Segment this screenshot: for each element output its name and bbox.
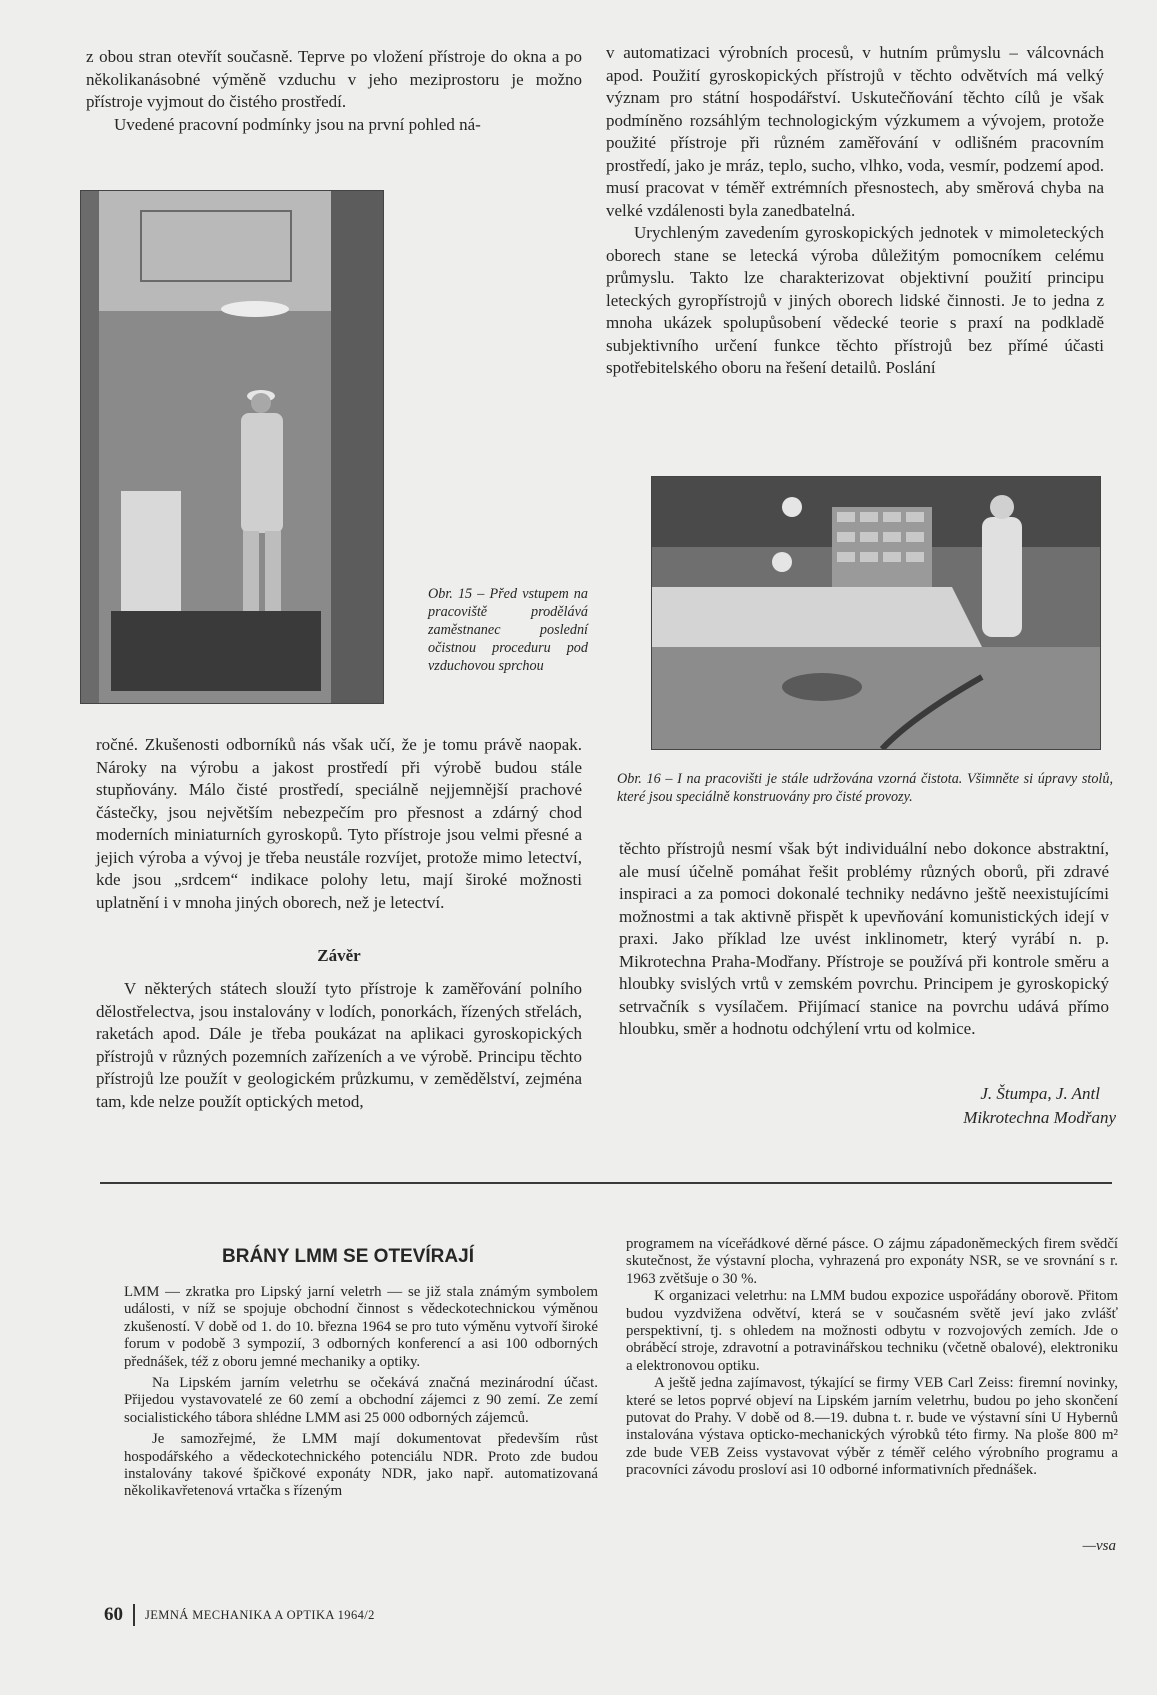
paragraph: programem na víceřádkové děrné pásce. O zájmu západoněmeckých firem svědčí skutečnost, že výstavní plocha, vyhrazená pro exponáty NSR, se ve srovnání s r. 1963 zvětšuje o 30 %. bbox=[626, 1236, 1118, 1287]
paragraph: V některých státech slouží tyto přístroje k zaměřování polního dělostřelectva, jsou instalovány v lodích, ponorkách, řízených střelách, raketách apod. Dále je třeba poukázat na aplikaci gyroskopických přístrojů v různých pozemních zařízeních a ve výrobě. Principu těchto přístrojů lze použít v geologickém průzkumu, v zemědělství, zejména tam, kde nelze použít optických metod, bbox=[96, 979, 582, 1111]
paragraph: v automatizaci výrobních procesů, v hutním průmyslu – válcovnách apod. Použití gyroskopických přístrojů v těchto odvětvích má velký význam pro státní hospodářství. Uskutečňování těchto cílů je však podmíněno rozsáhlým technologickým výzkumem a vývojem, protože použité přístroje při různém zaměřování v odlišném pracovním prostředí, jako je mráz, teplo, sucho, vlhko, voda, vesmír, podzemí apod. musí pracovat v téměř extrémních přesnostech, aby směrová chyba na velké vzdálenosti byla zanedbatelná. bbox=[606, 43, 1104, 220]
section-divider bbox=[100, 1182, 1112, 1184]
news-right-column bbox=[626, 1236, 1118, 1480]
paragraph: Uvedené pracovní podmínky jsou na první pohled ná- bbox=[114, 114, 481, 134]
air-shower-photo-icon bbox=[81, 191, 383, 703]
journal-name: JEMNÁ MECHANIKA A OPTIKA 1964/2 bbox=[145, 1607, 375, 1622]
signature-authors: J. Štumpa, J. Antl bbox=[980, 1084, 1100, 1103]
news-signature: —vsa bbox=[1082, 1538, 1116, 1554]
paragraph: A ještě jedna zajímavost, týkající se firmy VEB Carl Zeiss: firemní novinky, které se letos poprvé objeví na Lipském jarním veletrhu, budou po jeho skončení putovat do Prahy. V době od 8.—19. dubna t. r. bude ve výstavní síni U Hybernů instalována výstava opticko-mechanických výrobků této firmy. Na ploše 800 m² zde bude VEB Zeiss vystavovat výběr z téměř celého výrobního programu a pracovníci závodu prosloví asi 10 odborné informativních přednášek. bbox=[626, 1375, 1118, 1479]
paragraph: Je samozřejmé, že LMM mají dokumentovat především růst hospodářského a vědeckotechnického potenciálu NDR. Proto zde budou instalovány takové špičkové exponáty NDR, jako např. automatizovaná několikavřetenová vrtačka s řízeným bbox=[124, 1431, 598, 1500]
article-left-top bbox=[86, 46, 582, 136]
footer-separator bbox=[133, 1604, 135, 1626]
figure-15-photo bbox=[80, 190, 384, 704]
page-footer bbox=[104, 1602, 375, 1628]
paragraph: LMM — zkratka pro Lipský jarní veletrh — se již stala známým symbolem události, v níž se spojuje obchodní činnost s vědeckotechnickou výměnou zkušeností. V době od 1. do 10. března 1964 se pro tuto výměnu vytvoří široké forum v podobě 3 sympozií, 3 odborných konferencí a asi 100 odborných přednášek, též z oboru jemné mechaniky a optiky. bbox=[124, 1284, 598, 1370]
clean-workplace-photo-icon bbox=[652, 477, 1100, 749]
paragraph: těchto přístrojů nesmí však být individuální nebo dokonce abstraktní, ale musí účelně pomáhat řešit problémy různých oborů, při zdravé inspiraci a za pomoci dokonalé techniky nedávno ještě neexistujícími možnostmi a tak aktivně přispět k upevňování komunistických idejí v praxi. Jako příklad lze uvést inklinometr, který vyrábí n. p. Mikrotechna Praha-Modřany. Přístroje se používá při kontrole směru a hloubky svislých vrtů v zemském povrchu. Principem je gyroskopický setrvačník s vysílačem. Přijímací stanice na povrchu udává přímo hloubku, směr a hodnotu odchýlení vrtu od kolmice. bbox=[619, 839, 1109, 1038]
paragraph: K organizaci veletrhu: na LMM budou expozice uspořádány oborově. Přitom budou vyzdvižena odvětví, která se v současném světě jeví jako zvlášť perspektivní, tj. s ohledem na možnosti odbytu v rozvojových zemích. Jde o obráběcí stroje, zdravotní a potravinářskou techniku (včetně obalové), elektroniku a elektronovou optiku. bbox=[626, 1288, 1118, 1374]
article-left-mid bbox=[96, 734, 582, 914]
page-number: 60 bbox=[104, 1604, 123, 1625]
paragraph: ročné. Zkušenosti odborníků nás však učí, že je tomu právě naopak. Nároky na výrobu a jakost prostředí při výrobě budou stále stupňovány. Málo čisté prostředí, speciálně nejjemnější prachové částečky, jsou největším nebezpečím pro přesnost a zdárný chod moderních miniaturních gyroskopů. Tyto přístroje jsou velmi přesné a jejich výroba a vývoj je třeba neustále rozvíjet, protože mimo letectví, kde jsou „srdcem“ indikace polohy letu, mají široké možnosti uplatnění i v mnoha jiných oborech, než je letectví. bbox=[96, 735, 582, 912]
paragraph: z obou stran otevřít současně. Teprve po vložení přístroje do okna a po několikanásobné výměně vzduchu v jeho meziprostoru je možno přístroje vyjmout do čistého prostředí. bbox=[86, 47, 582, 111]
conclusion-heading: Závěr bbox=[317, 946, 361, 965]
figure-15-caption: Obr. 15 – Před vstupem na pracoviště prodělává zaměstnanec poslední očistnou proceduru pod vzduchovou sprchou bbox=[428, 586, 588, 674]
article-left-conclusion bbox=[96, 978, 582, 1113]
figure-16-caption: Obr. 16 – I na pracovišti je stále udržována vzorná čistota. Všimněte si úpravy stolů, které jsou speciálně konstruovány pro čisté provozy. bbox=[617, 771, 1113, 805]
figure-16-photo bbox=[651, 476, 1101, 750]
paragraph: Na Lipském jarním veletrhu se očekává značná mezinárodní účast. Přijedou vystavovatelé ze 60 zemí a obchodní zájemci z 90 zemí. Ze zemí socialistického tábora shlédne LMM asi 25 000 odborných zájemců. bbox=[124, 1375, 598, 1426]
signature-organization: Mikrotechna Modřany bbox=[963, 1108, 1116, 1127]
news-title: BRÁNY LMM SE OTEVÍRAJÍ bbox=[222, 1246, 474, 1267]
news-left-column bbox=[124, 1284, 598, 1501]
article-right-top bbox=[606, 42, 1104, 380]
paragraph: Urychleným zavedením gyroskopických jednotek v mimoleteckých oborech stane se letecká výroba důležitým pomocníkem celému průmyslu. Takto lze charakterizovat objektivní použití principu leteckých gyropřístrojů v jiných oborech lidské činnosti. Je to jedna z mnoha ukázek spolupůsobení vědecké teorie s praxí na podkladě subjektivního určení funkce těchto přístrojů bez přímé účasti spotřebitelského oboru na řešení detailů. Poslání bbox=[606, 223, 1104, 377]
article-right-mid bbox=[619, 838, 1109, 1041]
